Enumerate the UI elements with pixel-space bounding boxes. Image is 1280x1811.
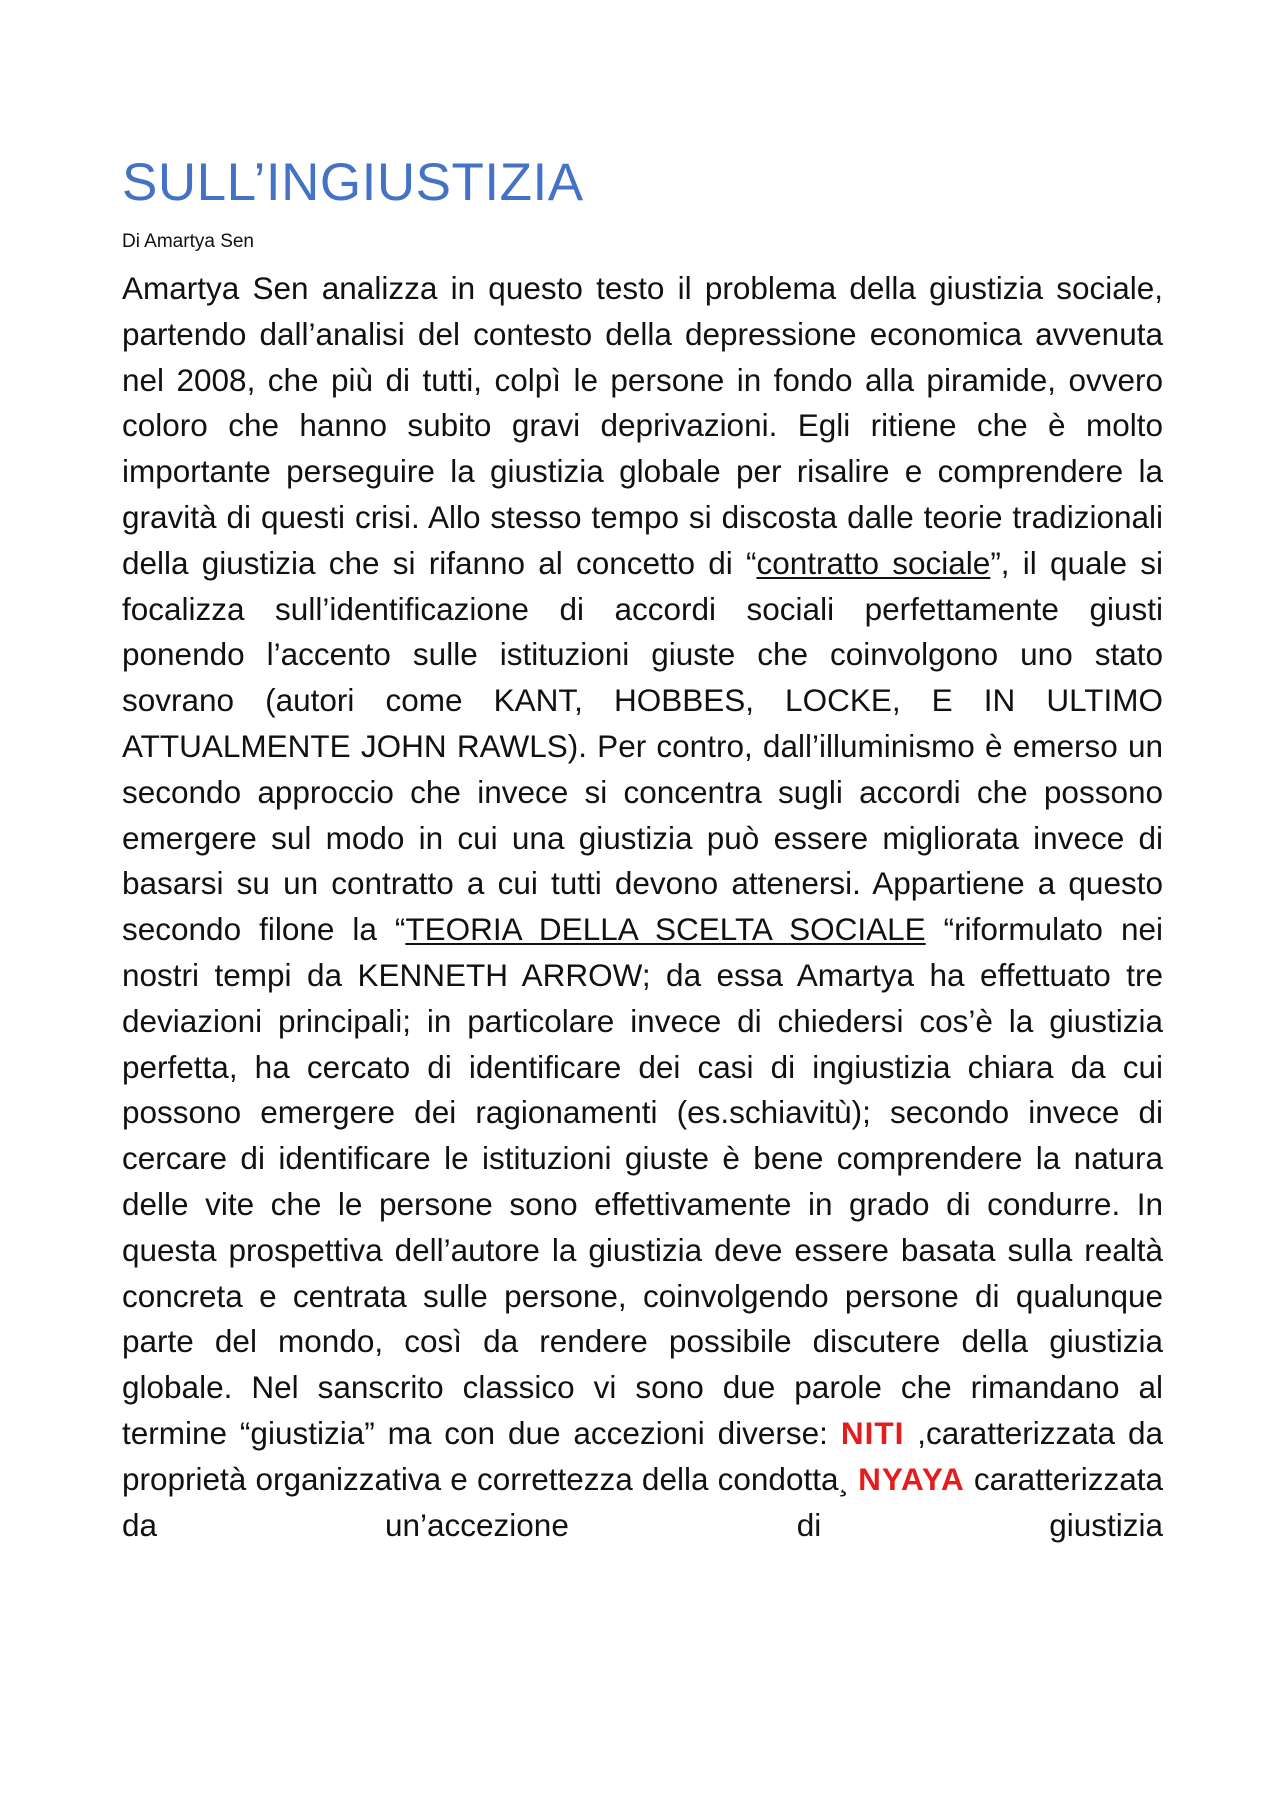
term-nyaya: NYAYA — [858, 1460, 965, 1497]
author-line: Di Amartya Sen — [122, 231, 254, 252]
term-niti: NITI — [840, 1414, 905, 1451]
paragraph-part-2: ”, il quale si focalizza sull’identificazione di accordi sociali perfettamente giusti ponendo l’accento sulle istituzioni giuste che coinvolgono uno stato sovrano (autori come KANT, HOBBES, LOCKE, E IN ULTIMO ATTUALMENTE JOHN RAWLS). Per contro, dall’illuminismo è emerso un secondo approccio che invece si concentra sugli accordi che possono emergere sul modo in cui una giustizia può essere migliorata invece di basarsi su un contratto a cui tutti devono attenersi. Appartiene a questo secondo filone la “ — [122, 544, 1163, 948]
body-paragraph — [122, 266, 1163, 1548]
paragraph-part-4: ,caratterizzata da proprietà organizzativa e correttezza della condotta¸ — [122, 1414, 1163, 1497]
document-page — [122, 150, 1163, 1548]
paragraph-part-1: Amartya Sen analizza in questo testo il problema della giustizia sociale, partendo dall’analisi del contesto della depressione economica avvenuta nel 2008, che più di tutti, colpì le persone in fondo alla piramide, ovvero coloro che hanno subito gravi deprivazioni. Egli ritiene che è molto importante perseguire la giustizia globale per risalire e comprendere la gravità di questi crisi. Allo stesso tempo si discosta dalle teorie tradizionali della giustizia che si rifanno al concetto di “ — [122, 270, 1163, 581]
teoria-scelta-sociale-link[interactable]: TEORIA DELLA SCELTA SOCIALE — [405, 911, 926, 948]
paragraph-part-5: caratterizzata da un’accezione di giustizia — [122, 1460, 1163, 1543]
contratto-sociale-link[interactable]: contratto sociale — [756, 544, 991, 581]
document-title: SULL’INGIUSTIZIA — [122, 153, 584, 212]
paragraph-part-3: “riformulato nei nostri tempi da KENNETH ARROW; da essa Amartya ha effettuato tre deviazioni principali; in particolare invece di chiedersi cos’è la giustizia perfetta, ha cercato di identificare dei casi di ingiustizia chiara da cui possono emergere dei ragionamenti (es.schiavitù); secondo invece di cercare di identificare le istituzioni giuste è bene comprendere la natura delle vite che le persone sono effettivamente in grado di condurre. In questa prospettiva dell’autore la giustizia deve essere basata sulla realtà concreta e centrata sulle persone, coinvolgendo persone di qualunque parte del mondo, così da rendere possibile discutere della giustizia globale. Nel sanscrito classico vi sono due parole che rimandano al termine “giustizia” ma con due accezioni diverse: — [122, 911, 1163, 1451]
